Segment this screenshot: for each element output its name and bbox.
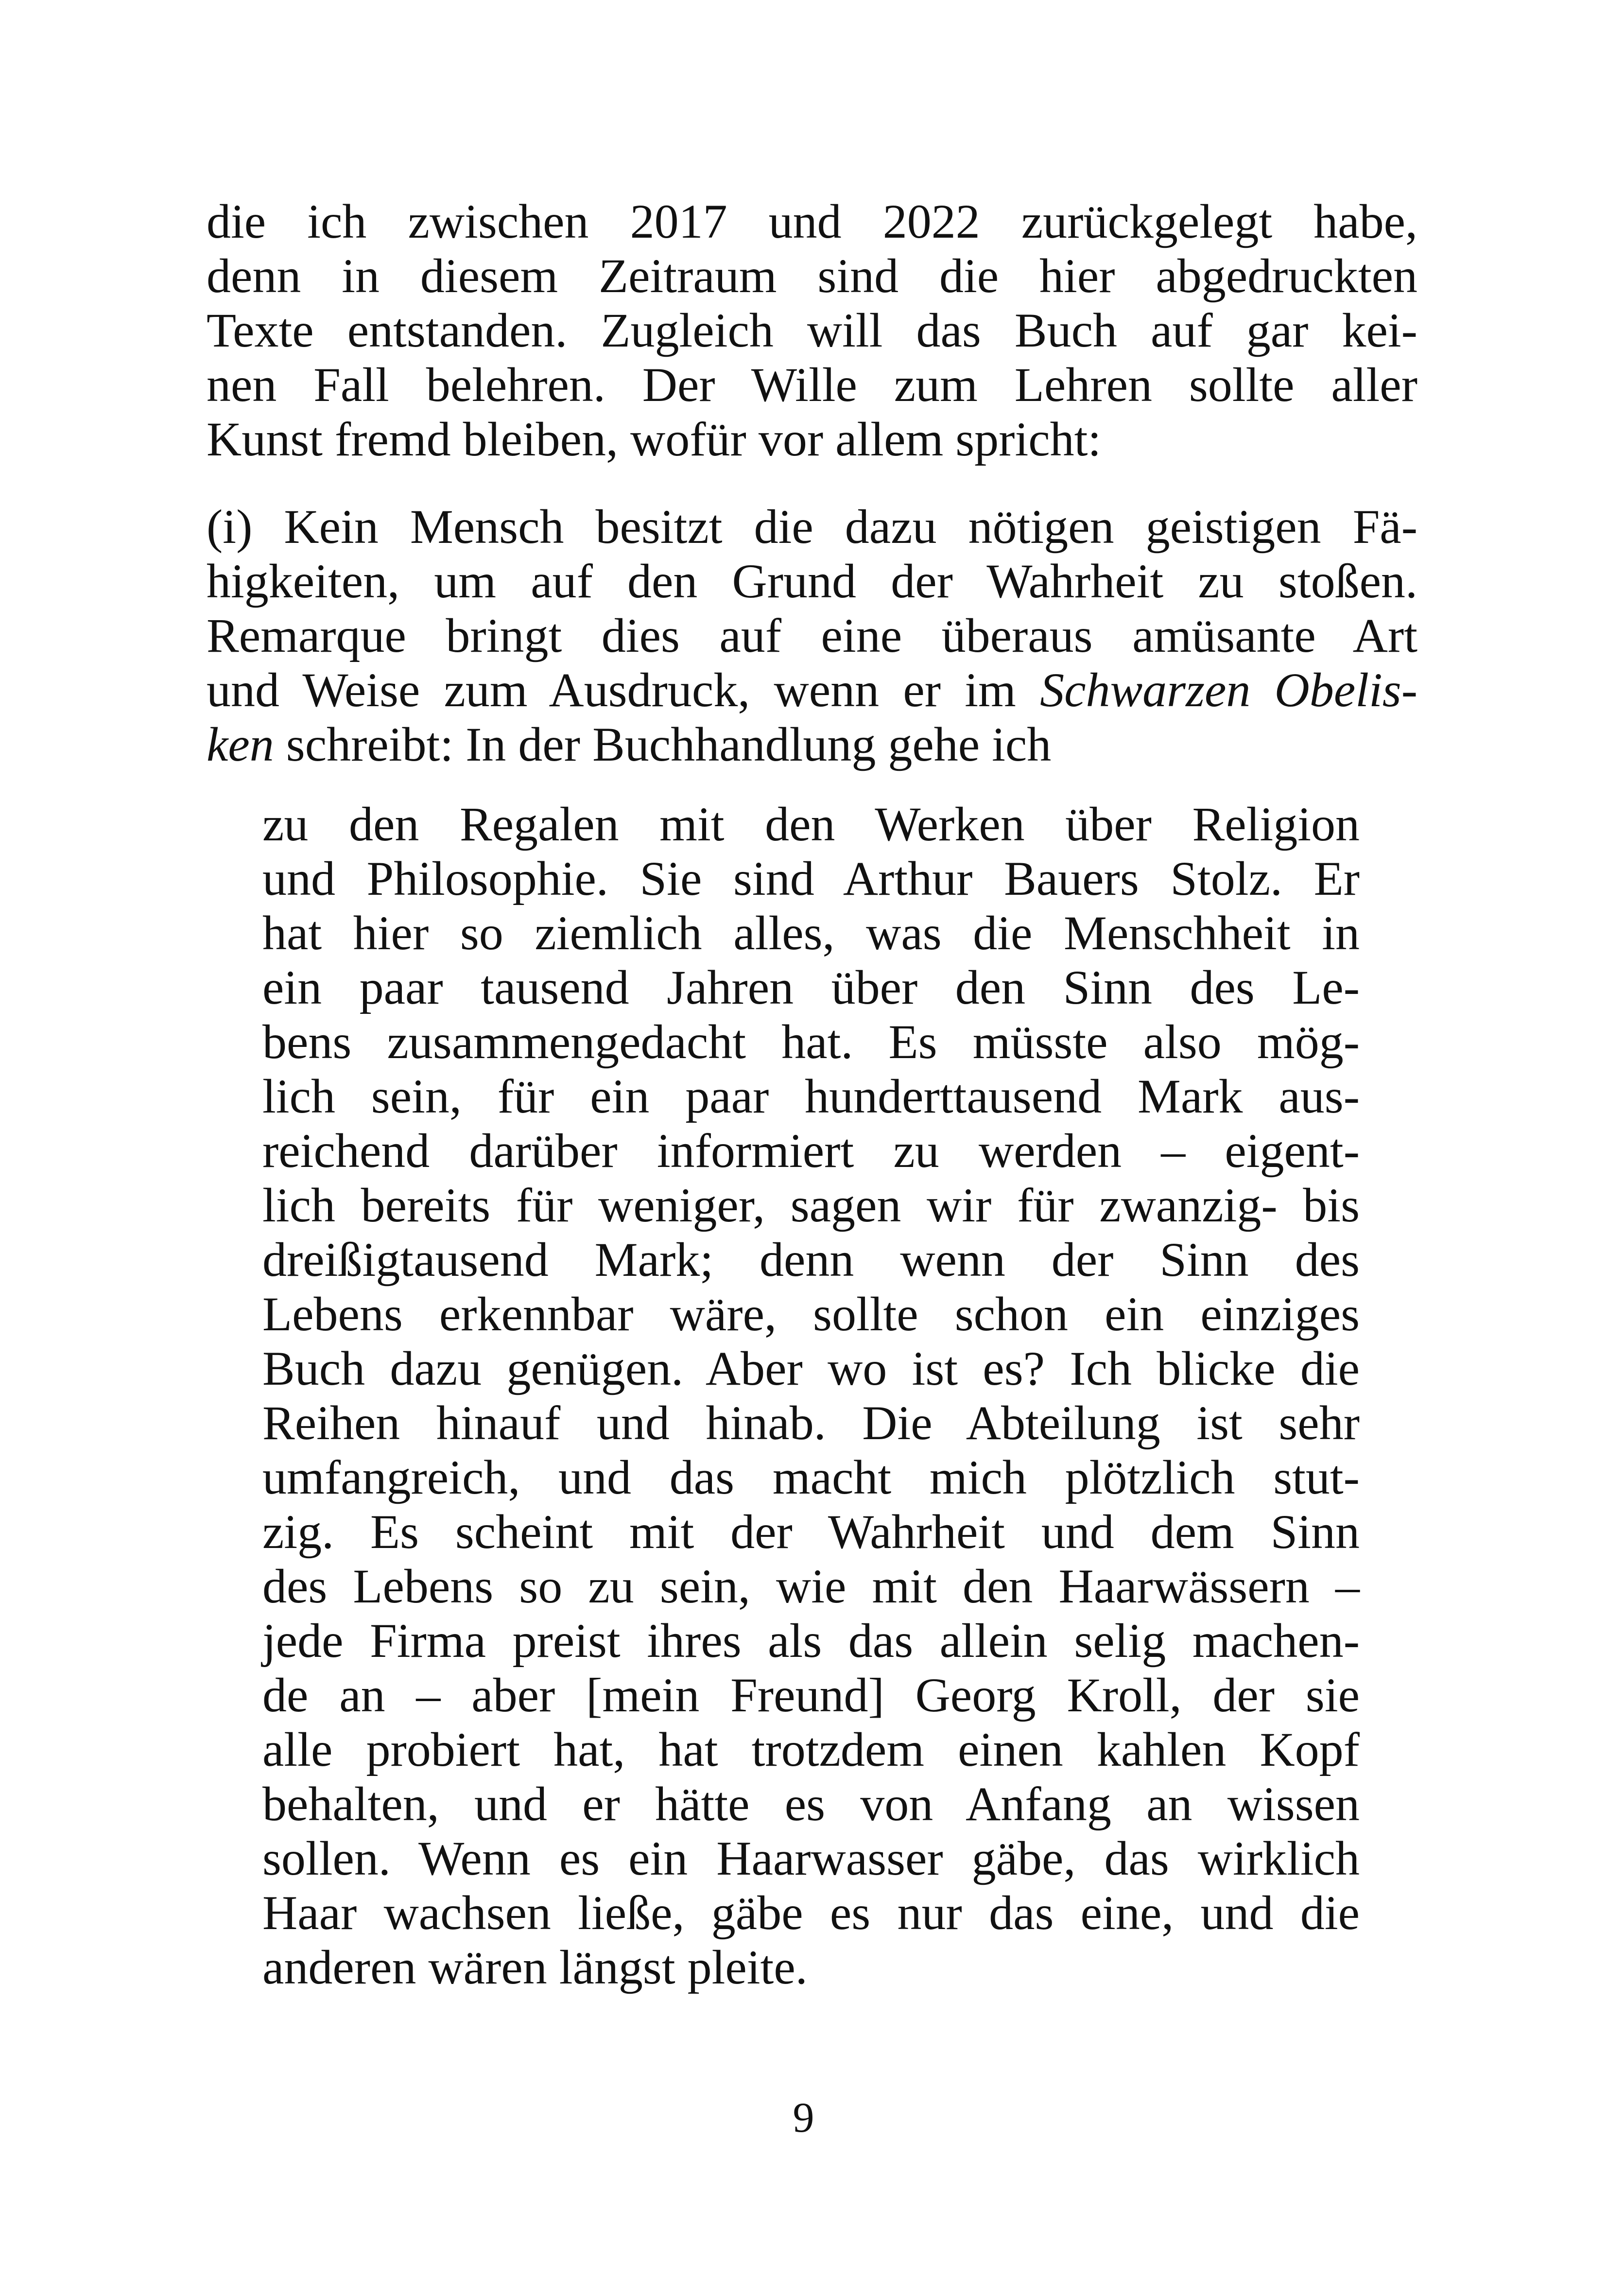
paragraph1-line: Kunst fremd bleiben, wofür vor allem spricht: [207, 412, 1102, 466]
quote-line: Reihen hinauf und hinab. Die Abteilung ist sehr [262, 1396, 1360, 1450]
quote-line: reichend darüber informiert zu werden – eigent- [262, 1124, 1360, 1178]
paragraph1-line: nen Fall belehren. Der Wille zum Lehren sollte aller [207, 358, 1417, 412]
quote-line: des Lebens so zu sein, wie mit den Haarwässern – [262, 1559, 1360, 1613]
quote-line: Lebens erkennbar wäre, sollte schon ein einziges [262, 1287, 1360, 1341]
quote-line: Buch dazu genügen. Aber wo ist es? Ich blicke die [262, 1341, 1360, 1395]
page-number: 9 [793, 2094, 814, 2141]
paragraph2-line: higkeiten, um auf den Grund der Wahrheit zu stoßen. [207, 554, 1417, 608]
book-title-italic: Schwarzen Obelis- [1040, 663, 1418, 717]
paragraph2-line: (i) Kein Mensch besitzt die dazu nötigen geistigen Fä- [207, 500, 1417, 554]
paragraph2-text: und Weise zum Ausdruck, wenn er im [207, 663, 1016, 717]
quote-line: behalten, und er hätte es von Anfang an wissen [262, 1777, 1360, 1831]
quote-line: alle probiert hat, hat trotzdem einen kahlen Kopf [262, 1722, 1360, 1776]
quote-line: hat hier so ziemlich alles, was die Menschheit in [262, 906, 1360, 960]
paragraph2-text: schreibt: In der Buchhandlung gehe ich [274, 717, 1052, 771]
paragraph1-line: die ich zwischen 2017 und 2022 zurückgelegt habe, [207, 194, 1417, 248]
quote-line: zig. Es scheint mit der Wahrheit und dem Sinn [262, 1505, 1360, 1559]
quote-line: lich bereits für weniger, sagen wir für zwanzig- bis [262, 1178, 1360, 1232]
quote-line: dreißigtausend Mark; denn wenn der Sinn des [262, 1233, 1360, 1287]
quote-line: anderen wären längst pleite. [262, 1940, 808, 1994]
quote-line: Haar wachsen ließe, gäbe es nur das eine, und die [262, 1886, 1360, 1940]
quote-line: umfangreich, und das macht mich plötzlich stut- [262, 1450, 1360, 1504]
paragraph1-line: Texte entstanden. Zugleich will das Buch auf gar kei- [207, 303, 1417, 357]
paragraph2-line [207, 663, 1417, 717]
book-title-italic: ken [207, 717, 274, 771]
paragraph1-line: denn in diesem Zeitraum sind die hier abgedruckten [207, 249, 1417, 303]
paragraph2-line: Remarque bringt dies auf eine überaus amüsante Art [207, 609, 1417, 662]
quote-line: lich sein, für ein paar hunderttausend Mark aus- [262, 1069, 1360, 1123]
quote-line: de an – aber [mein Freund] Georg Kroll, der sie [262, 1668, 1360, 1722]
quote-line: bens zusammengedacht hat. Es müsste also mög- [262, 1015, 1360, 1069]
quote-line: und Philosophie. Sie sind Arthur Bauers Stolz. Er [262, 852, 1360, 905]
quote-line: jede Firma preist ihres als das allein selig machen- [262, 1614, 1360, 1668]
quote-line: zu den Regalen mit den Werken über Religion [262, 797, 1360, 851]
paragraph2-line [207, 717, 1417, 772]
quote-line: ein paar tausend Jahren über den Sinn des Le- [262, 960, 1360, 1014]
quote-line: sollen. Wenn es ein Haarwasser gäbe, das wirklich [262, 1831, 1360, 1885]
